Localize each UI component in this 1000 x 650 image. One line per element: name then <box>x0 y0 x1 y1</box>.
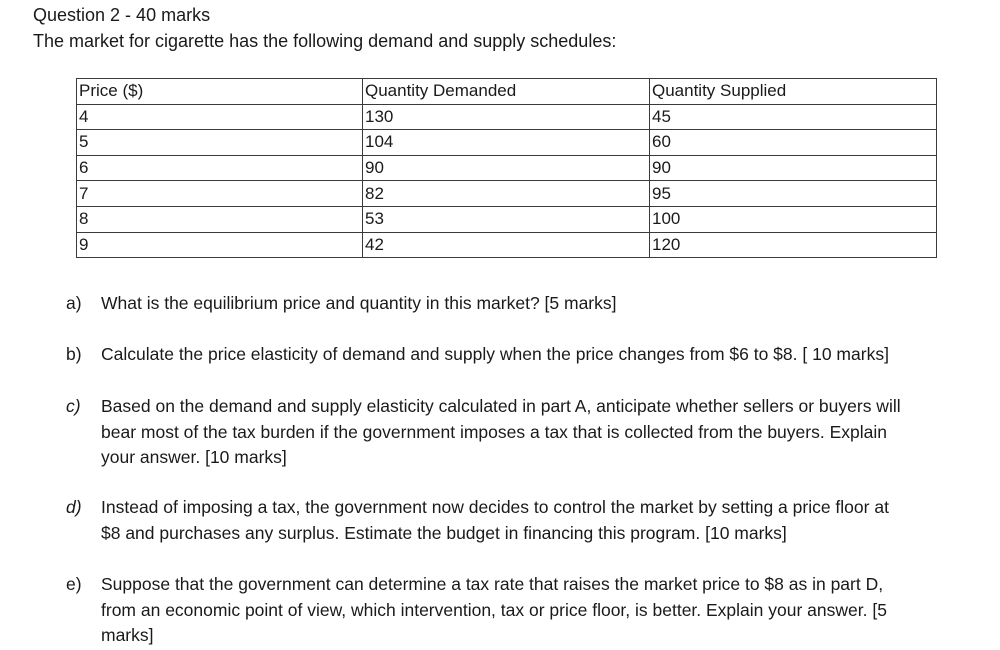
intro-text: The market for cigarette has the following demand and supply schedules: <box>33 31 617 51</box>
question-label: d) <box>66 497 82 517</box>
header-quantity-demanded: Quantity Demanded <box>363 79 650 105</box>
question-line: Based on the demand and supply elasticity calculated in part A, anticipate whether sellers or buyers will <box>101 396 901 416</box>
cell-quantity-demanded: 42 <box>363 232 650 258</box>
question-line: from an economic point of view, which intervention, tax or price floor, is better. Explain your answer. [5 <box>101 599 887 620</box>
question-title: Question 2 - 40 marks <box>33 5 211 25</box>
cell-quantity-demanded: 90 <box>363 155 650 181</box>
cell-quantity-demanded: 130 <box>363 104 650 130</box>
question-label: c) <box>66 396 81 416</box>
question-line: Instead of imposing a tax, the government now decides to control the market by setting a price floor at <box>101 497 889 517</box>
cell-price: 7 <box>77 181 363 207</box>
cell-quantity-supplied: 95 <box>650 181 937 207</box>
question-line: $8 and purchases any surplus. Estimate the budget in financing this program. [10 marks] <box>101 522 787 543</box>
question-text <box>101 394 981 471</box>
table-row <box>77 130 937 156</box>
question-text <box>101 342 981 368</box>
cell-price: 9 <box>77 232 363 258</box>
table-header-row <box>77 79 937 105</box>
question-label: a) <box>66 293 82 313</box>
question-label: e) <box>66 574 82 594</box>
cell-price: 8 <box>77 206 363 232</box>
question-line: What is the equilibrium price and quantity in this market? [5 marks] <box>101 293 617 313</box>
cell-price: 6 <box>77 155 363 181</box>
cell-quantity-supplied: 90 <box>650 155 937 181</box>
question-line: your answer. [10 marks] <box>101 447 287 467</box>
question-text <box>101 291 981 317</box>
cell-quantity-supplied: 100 <box>650 206 937 232</box>
table-row <box>77 104 937 130</box>
question-label: b) <box>66 344 82 364</box>
question-line: marks] <box>101 625 154 645</box>
schedule-table <box>76 78 937 258</box>
header-price: Price ($) <box>77 79 363 105</box>
cell-price: 4 <box>77 104 363 130</box>
header-quantity-supplied: Quantity Supplied <box>650 79 937 105</box>
table-row <box>77 181 937 207</box>
cell-quantity-supplied: 60 <box>650 130 937 156</box>
question-line: bear most of the tax burden if the government imposes a tax that is collected from the buyers. Explain <box>101 421 887 442</box>
question-line: Calculate the price elasticity of demand and supply when the price changes from $6 to $8. [ 10 marks] <box>101 344 889 364</box>
cell-quantity-supplied: 120 <box>650 232 937 258</box>
cell-quantity-supplied: 45 <box>650 104 937 130</box>
question-line: Suppose that the government can determine a tax rate that raises the market price to $8 as in part D, <box>101 574 884 594</box>
question-text <box>101 495 981 546</box>
table-row <box>77 155 937 181</box>
table-row <box>77 206 937 232</box>
table-row <box>77 232 937 258</box>
cell-quantity-demanded: 82 <box>363 181 650 207</box>
cell-quantity-demanded: 104 <box>363 130 650 156</box>
question-text <box>101 572 981 649</box>
cell-quantity-demanded: 53 <box>363 206 650 232</box>
cell-price: 5 <box>77 130 363 156</box>
